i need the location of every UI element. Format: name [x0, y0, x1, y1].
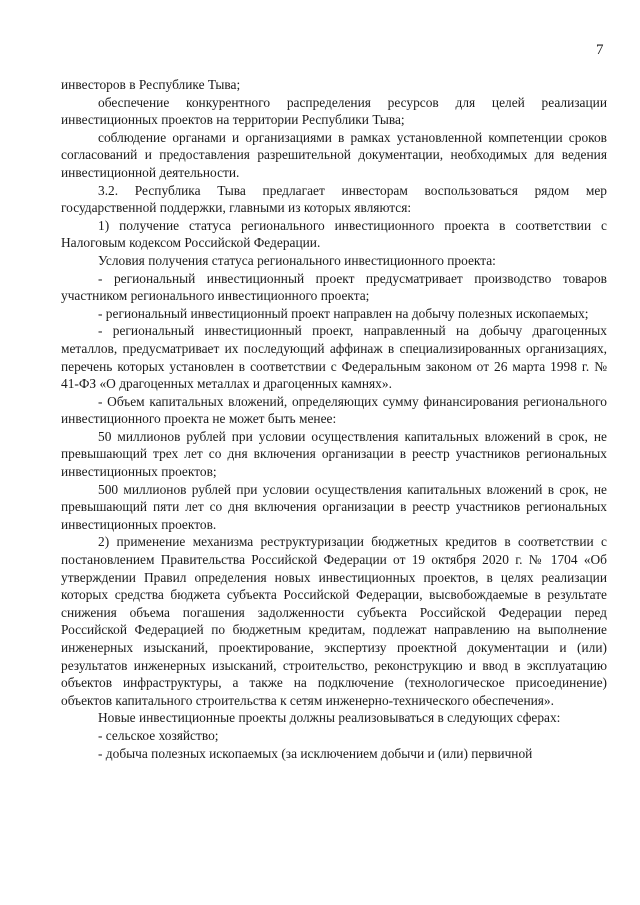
paragraph: обеспечение конкурентного распределения ресурсов для целей реализации инвестиционных проектов на территории Республики Тыва; [61, 94, 607, 128]
page-number: 7 [596, 42, 604, 58]
paragraph: 1) получение статуса регионального инвестиционного проекта в соответствии с Налоговым кодексом Российской Федерации. [61, 217, 607, 251]
paragraph: - добыча полезных ископаемых (за исключением добычи и (или) первичной [98, 745, 533, 761]
paragraph: 50 миллионов рублей при условии осуществления капитальных вложений в срок, не превышающий трех лет со дня включения организации в реестр участников региональных инвестиционных проектов; [61, 428, 607, 480]
paragraph: - региональный инвестиционный проект, направленный на добычу драгоценных металлов, предусматривает их последующий аффинаж в специализированных организациях, перечень которых установлен в соответствии с Федеральным законом от 26 марта 1998 г. № 41-ФЗ «О драгоценных металлах и драгоценных камнях». [61, 323, 607, 392]
paragraph: 500 миллионов рублей при условии осуществления капитальных вложений в срок, не превышающий пяти лет со дня включения организации в реестр участников региональных инвестиционных проектов. [61, 481, 607, 532]
paragraph: 3.2. Республика Тыва предлагает инвесторам воспользоваться рядом мер государственной поддержки, главными из которых являются: [61, 182, 607, 216]
paragraph: - сельское хозяйство; [98, 727, 219, 743]
paragraph: - Объем капитальных вложений, определяющих сумму финансирования регионального инвестиционного проекта не может быть менее: [61, 393, 607, 427]
paragraph: Условия получения статуса регионального инвестиционного проекта: [98, 252, 496, 268]
paragraph: Новые инвестиционные проекты должны реализовываться в следующих сферах: [98, 710, 561, 726]
paragraph: - региональный инвестиционный проект направлен на добычу полезных ископаемых; [98, 305, 589, 321]
paragraph: соблюдение органами и организациями в рамках установленной компетенции сроков согласований и предоставления разрешительной документации, необходимых для ведения инвестиционной деятельности. [61, 129, 607, 180]
paragraph: - региональный инвестиционный проект предусматривает производство товаров участником регионального инвестиционного проекта; [61, 270, 607, 304]
paragraph: инвесторов в Республике Тыва; [61, 77, 241, 92]
document-body [61, 76, 607, 762]
paragraph: 2) применение механизма реструктуризации бюджетных кредитов в соответствии с постановлением Правительства Российской Федерации от 19 октября 2020 г. № 1704 «Об утверждении Правил определения новых инвестиционных проектов, в целях реализации которых средства бюджета субъекта Российской Федерации, высвобождаемые в результате снижения объема погашения задолженности субъекта Российской Федерации перед Российской Федерацией по бюджетным кредитам, подлежат направлению на выполнение инженерных изысканий, проектирование, экспертизу проектной документации и (или) результатов инженерных изысканий, строительство, реконструкцию и ввод в эксплуатацию объектов инфраструктуры, а также на подключение (технологическое присоединение) объектов капитального строительства к сетям инженерно-технического обеспечения». [61, 534, 607, 708]
